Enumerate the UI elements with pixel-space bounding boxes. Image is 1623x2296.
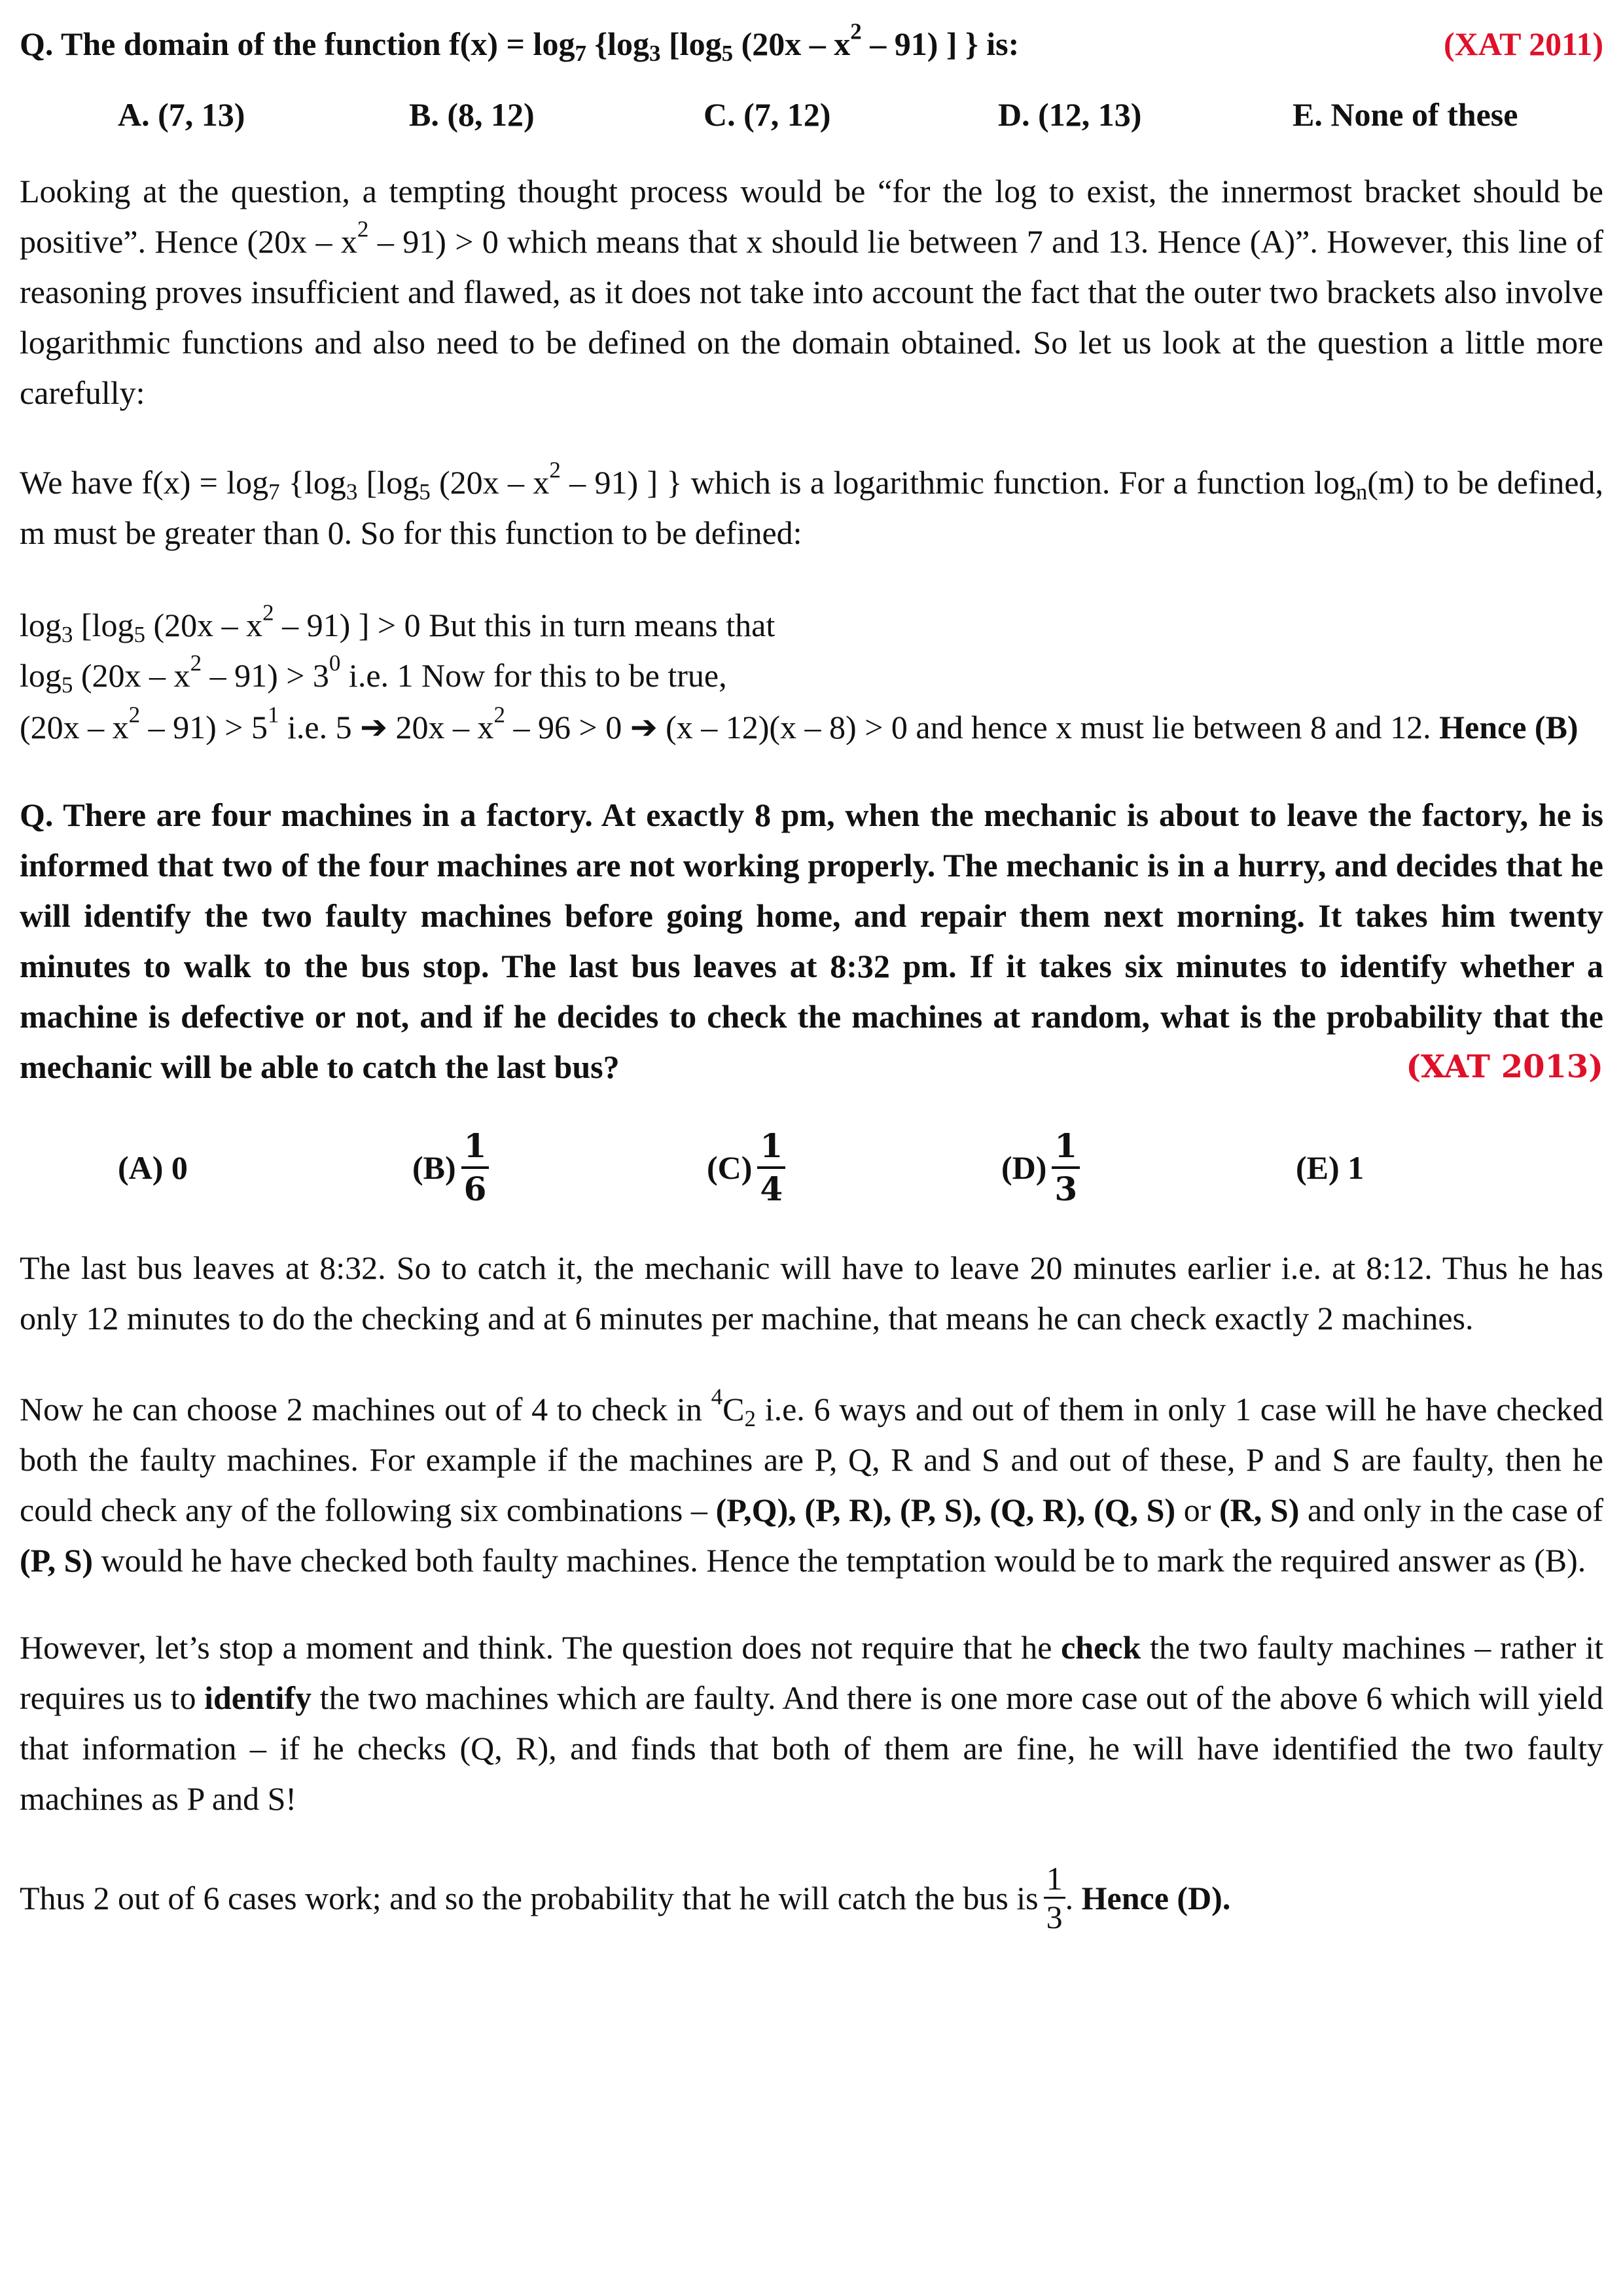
q2-explanation-paragraph-1: The last bus leaves at 8:32. So to catch it, the mechanic will have to leave 20 minutes earlier i.e. at 8:12. Thus he has only 12 minutes to do the checking and at 6 minutes per machine, that means he can check exactly 2 machines. [20,1249,1603,1336]
option-d: D. (12, 13) [998,96,1142,133]
question-1-text: Q. The domain of the function $f(x) = \log_7 \{\log_3$ [$\log_5$ $(20x - x^2 - 91)$ ] } is: [20,18,1020,66]
q1-explanation-paragraph-1: Looking at the question, a tempting thought process would be “for the log to exist, the innermost bracket should be positive”. Hence $(20x - x^2 - 91) > 0$ which means that x should lie between 7 and 13. Hence (A)”. However, this line of reasoning proves insufficient and flawed, as it does not take into account the fact that the outer two brackets also involve logarithmic functions and also need to be defined on the domain obtained. So let us look at the question a little more carefully: [20,173,1603,411]
derivation-line-2: $\log_5 (20x - x^2 - 91) > 3^0$ i.e. 1 Now for this to be true, [20,650,727,698]
option-a: (A) 0 [118,1149,188,1186]
answer-fraction: $\frac{1}{3}$ [1044,1860,1065,1935]
q2-explanation-paragraph-2: Now he can choose 2 machines out of 4 to check in $^4C_2$ i.e. 6 ways and out of them in only 1 case will he have checked both the faulty machines. For example if the machines are P, Q, R and S and out of these, P and S are faulty, then he could check any of the following six combinations – (P,Q), (P, R), (P, S), (Q, R), (Q, S) or (R, S) and only in the case of (P, S) would he have checked both faulty machines. Hence the temptation would be to mark the required answer as (B). [20,1384,1604,1579]
option-c: (C) $\frac{1}{4}$ [707,1126,1001,1210]
option-e: (E) 1 [1296,1149,1364,1186]
option-b: (B) $\frac{1}{6}$ [412,1126,707,1210]
question-2-source: (XAT 2013) [1406,1049,1603,1085]
question-1-options [20,96,1603,134]
q1-explanation-paragraph-2: We have $f(x) = \log_7 \{\log_3$ [$\log_5$ $(20x - x^2 - 91)$ ] } which is a logarithmic function. For a function $\log_n(m)$ to be defined, m must be greater than 0. So for this function to be defined: [20,457,1604,551]
question-1-source: (XAT 2011) [1444,26,1603,62]
derivation-line-1: $\log_3 [\log_5$ $(20x - x^2 - 91)$ ] > 0 But this in turn means that [20,600,776,647]
option-e: E. None of these [1293,96,1518,133]
question-1-line [20,18,1603,66]
question-2-text: Q. There are four machines in a factory. At exactly 8 pm, when the mechanic is about to leave the factory, he is informed that two of the four machines are not working properly. The mechanic is in a hurry, and decides that he will identify the two faulty machines before going home, and repair them next morning. It takes him twenty minutes to walk to the bus stop. The last bus leaves at 8:32 pm. If it takes six minutes to identify whether a machine is defective or not, and if he decides to check the machines at random, what is the probability that the mechanic will be able to catch the last bus? (XAT 2013) [20,790,1603,1092]
option-d: (D) $\frac{1}{3}$ [1001,1126,1296,1210]
q1-derivation [20,598,1603,753]
q2-conclusion: Thus 2 out of 6 cases work; and so the probability that he will catch the bus is $\frac{1}{3}$ . Hence (D). [20,1860,1231,1935]
option-c: C. (7, 12) [704,96,831,133]
question-2-options [20,1119,1603,1217]
q2-explanation-paragraph-3: However, let’s stop a moment and think. The question does not require that he check the two faulty machines – rather it requires us to identify the two machines which are faulty. And there is one more case out of the above 6 which will yield that information – if he checks (Q, R), and finds that both of them are fine, he will have identified the two faulty machines as P and S! [20,1629,1604,1817]
derivation-line-3: $(20x - x^2 - 91) > 5^1$ i.e. 5 ➔ $20x - x^2 - 96 > 0$ ➔ (x – 12)(x – 8) > 0 and hence x must lie between 8 and 12. Hence (B) [20,702,1578,745]
option-a: A. (7, 13) [118,96,245,133]
option-b: B. (8, 12) [409,96,535,133]
